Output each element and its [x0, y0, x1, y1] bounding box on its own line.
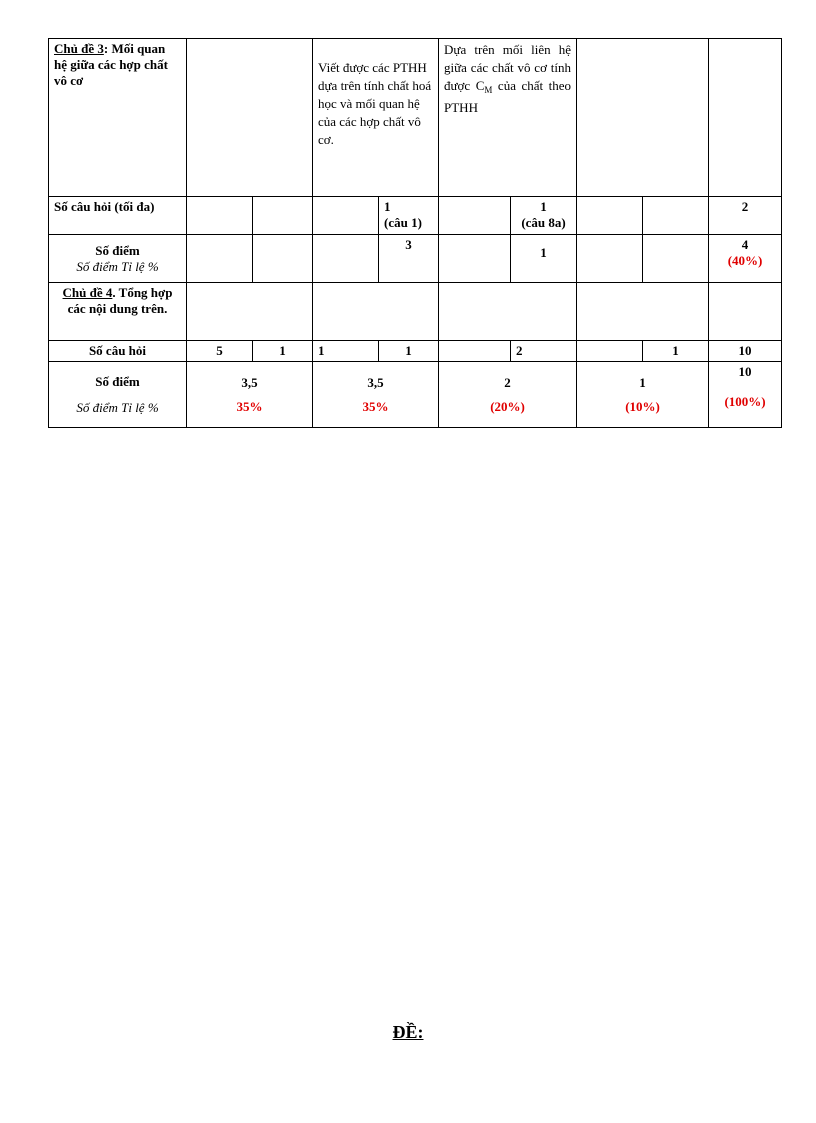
topic3-points-sublabel: Số điểm Tỉ lệ %: [76, 258, 159, 274]
cell-empty: [187, 235, 253, 283]
topic3-apply-points: 1: [511, 235, 577, 283]
exam-section-title: ĐỀ:: [392, 1022, 424, 1042]
summary-group-pct: 35%: [236, 398, 263, 414]
summary-group-understand: [313, 362, 439, 428]
summary-questions-label: Số câu hỏi: [49, 341, 187, 362]
topic3-points-total-pct: (40%): [727, 253, 763, 268]
topic3-points-row: [49, 235, 782, 283]
summary-group-value: 2: [504, 374, 511, 390]
summary-q-cell: 5: [187, 341, 253, 362]
summary-q-cell: [577, 341, 643, 362]
summary-q-cell: 1: [643, 341, 709, 362]
topic3-understand-desc: Viết được các PTHH dựa trên tính chất hoá học và mối quan hệ của các hợp chất vô cơ.: [313, 39, 439, 197]
topic3-points-total-cell: [709, 235, 782, 283]
topic3-label-rest: : Mối quan hệ giữa các hợp chất vô cơ: [54, 41, 168, 88]
cell-empty: [577, 197, 643, 235]
summary-group-high-apply: [577, 362, 709, 428]
topic4-high-apply-cell: [577, 283, 709, 341]
topic3-recognize-cell: [187, 39, 313, 197]
topic3-apply-desc-end: của chất theo PTHH: [444, 78, 572, 115]
cell-empty: [313, 197, 379, 235]
topic3-apply-desc-main: Dựa trên mối liên hệ giữa các chất vô cơ tính được C: [444, 42, 572, 93]
summary-points-label-cell: [49, 362, 187, 428]
summary-total-value: 10: [738, 364, 752, 379]
summary-q-cell: 1: [253, 341, 313, 362]
topic3-high-apply-cell: [577, 39, 709, 197]
cell-empty: [439, 235, 511, 283]
summary-points-sublabel: Số điểm Tỉ lệ %: [76, 399, 159, 415]
topic3-label: [49, 39, 187, 197]
summary-points-label: Số điểm: [95, 373, 140, 389]
topic4-recognize-cell: [187, 283, 313, 341]
summary-group-value: 1: [639, 374, 646, 390]
topic4-label-rest: . Tổng hợp các nội dung trên.: [67, 285, 173, 316]
cell-empty: [313, 235, 379, 283]
topic3-questions-label: Số câu hỏi (tối đa): [49, 197, 187, 235]
topic4-row: [49, 283, 782, 341]
topic4-label: [49, 283, 187, 341]
topic3-points-label: Số điểm: [95, 242, 140, 258]
topic3-understand-q-note: (câu 1): [384, 215, 422, 230]
summary-q-cell: 1: [379, 341, 439, 362]
topic3-questions-row: [49, 197, 782, 235]
topic3-questions-total: 2: [709, 197, 782, 235]
summary-q-cell: [439, 341, 511, 362]
topic3-understand-q-value: 1: [384, 199, 391, 214]
topic3-apply-desc-sub: M: [484, 85, 493, 95]
topic3-points-total: 4: [741, 237, 749, 252]
topic3-apply-desc: [439, 39, 577, 197]
topic3-apply-q-note: (câu 8a): [521, 215, 566, 230]
exam-matrix-table: [48, 38, 782, 428]
summary-group-pct: (20%): [490, 398, 525, 414]
topic4-total-cell: [709, 283, 782, 341]
summary-questions-row: [49, 341, 782, 362]
summary-total-cell: [709, 362, 782, 428]
summary-group-recognize: [187, 362, 313, 428]
topic3-apply-q-value: 1: [540, 199, 547, 214]
cell-empty: [253, 197, 313, 235]
summary-group-apply: [439, 362, 577, 428]
cell-empty: [439, 197, 511, 235]
topic4-label-prefix: Chủ đề 4: [62, 285, 113, 300]
summary-group-pct: 35%: [362, 398, 389, 414]
cell-empty: [643, 197, 709, 235]
topic3-understand-questions: [379, 197, 439, 235]
topic3-understand-points: 3: [379, 235, 439, 283]
cell-empty: [253, 235, 313, 283]
topic4-apply-cell: [439, 283, 577, 341]
topic3-apply-questions: [511, 197, 577, 235]
summary-group-value: 3,5: [241, 374, 258, 390]
topic3-points-label-cell: [49, 235, 187, 283]
cell-empty: [643, 235, 709, 283]
topic3-row: [49, 39, 782, 197]
summary-group-pct: (10%): [625, 398, 660, 414]
summary-total-pct: (100%): [724, 394, 766, 409]
topic4-understand-cell: [313, 283, 439, 341]
summary-q-cell: 1: [313, 341, 379, 362]
summary-points-row: [49, 362, 782, 428]
topic3-total-cell: [709, 39, 782, 197]
summary-group-value: 3,5: [367, 374, 384, 390]
cell-empty: [187, 197, 253, 235]
cell-empty: [577, 235, 643, 283]
topic3-label-prefix: Chủ đề 3: [54, 41, 104, 56]
summary-questions-total: 10: [709, 341, 782, 362]
summary-q-cell: 2: [511, 341, 577, 362]
